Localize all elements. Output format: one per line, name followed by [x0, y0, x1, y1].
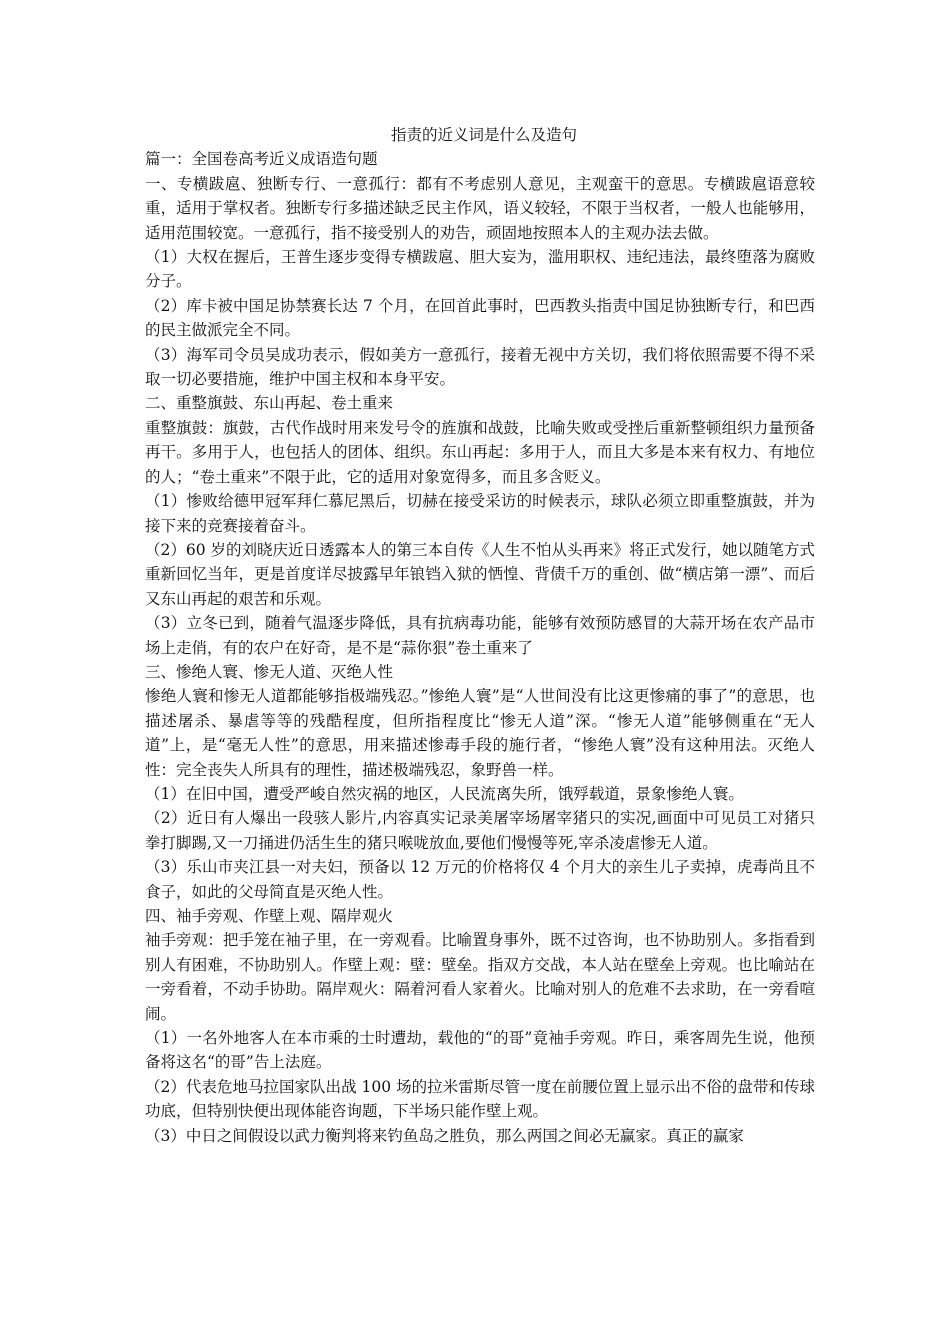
paragraph: 一、专横跋扈、独断专行、一意孤行：都有不考虑别人意见，主观蛮干的意思。专横跋扈语意较重，适用于掌权者。独断专行多描述缺乏民主作风，语义较轻，不限于当权者，一般人也能够用，适用范围较宽。一意孤行，指不接受别人的劝告，顽固地按照本人的主观办法去做。: [145, 174, 815, 242]
section-heading: 四、袖手旁观、作壁上观、隔岸观火: [145, 907, 394, 925]
example-sentence: （2）代表危地马拉国家队出战 100 场的拉米雷斯尽管一度在前腰位置上显示出不俗的盘带和传球功底，但特别快便出现体能咨询题，下半场只能作壁上观。: [145, 1077, 815, 1121]
example-sentence: （1）大权在握后，王普生逐步变得专横跋扈、胆大妄为，滥用职权、违纪违法，最终堕落为腐败分子。: [145, 248, 815, 291]
example-sentence: （1）在旧中国，遭受严峻自然灾祸的地区，人民流离失所，饿殍载道，景象惨绝人寰。: [145, 784, 744, 803]
example-sentence: （3）乐山市夹江县一对夫妇，预备以 12 万元的价格将仅 4 个月大的亲生儿子卖掉，虎毒尚且不食子，如此的父母简直是灭绝人性。: [145, 858, 815, 901]
example-sentence: （2）库卡被中国足协禁赛长达 7 个月，在回首此事时，巴西教头指责中国足协独断专行，和巴西的民主做派完全不同。: [145, 296, 815, 340]
example-sentence: （1）惨败给德甲冠军拜仁慕尼黑后，切赫在接受采访的时候表示，球队必须立即重整旗鼓，并为接下来的竞赛接着奋斗。: [145, 492, 815, 535]
section-heading: 篇一：全国卷高考近义成语造句题: [145, 150, 378, 169]
example-sentence: （3）立冬已到，随着气温逐步降低，具有抗病毒功能，能够有效预防感冒的大蒜开场在农产品市场上走俏，有的农户在好奇，是不是“蒜你狠”卷土重来了: [145, 614, 815, 657]
example-sentence: （1）一名外地客人在本市乘的士时遭劫，载他的“的哥”竟袖手旁观。昨日，乘客周先生说，他预备将这名“的哥”告上法庭。: [145, 1029, 815, 1072]
example-sentence: （2）60 岁的刘晓庆近日透露本人的第三本自传《人生不怕从头再来》将正式发行，她以随笔方式重新回忆当年，更是首度详尽披露早年锒铛入狱的恓惶、背债千万的重创、做“横店第一漂”、而后又东山再起的艰苦和乐观。: [145, 540, 816, 608]
paragraph: 袖手旁观：把手笼在袖子里，在一旁观看。比喻置身事外，既不过咨询，也不协助别人。多指看到别人有困难，不协助别人。作壁上观：壁：壁垒。指双方交战，本人站在壁垒上旁观。也比喻站在一旁看着，不动手协助。隔岸观火：隔着河看人家着火。比喻对别人的危难不去求助，在一旁看喧闹。: [145, 931, 815, 1023]
example-sentence: （3）中日之间假设以武力衡判将来钓鱼岛之胜负，那么两国之间必无赢家。真正的赢家: [145, 1126, 744, 1145]
paragraph: 惨绝人寰和惨无人道都能够指极端残忍。”惨绝人寰”是“人世间没有比这更惨痛的事了”的意思，也描述屠杀、暴虐等等的残酷程度，但所指程度比“惨无人道”深。“惨无人道”能够侧重在“无人道”上，是“毫无人性”的意思，用来描述惨毒手段的施行者，“惨绝人寰”没有这种用法。灭绝人性：完全丧失人所具有的理性，描述极端残忍，象野兽一样。: [145, 687, 815, 779]
document-body: [145, 123, 815, 1148]
example-sentence: （3）海军司令员吴成功表示，假如美方一意孤行，接着无视中方关切，我们将依照需要不得不采取一切必要措施，维护中国主权和本身平安。: [145, 345, 815, 389]
section-heading: 三、惨绝人寰、惨无人道、灭绝人性: [145, 662, 394, 681]
example-sentence: （2）近日有人爆出一段骇人影片,内容真实记录美屠宰场屠宰猪只的实况,画面中可见员工对猪只拳打脚踢,又一刀捅进仍活生生的猪只喉咙放血,要他们慢慢等死,宰杀凌虐惨无人道。: [145, 809, 815, 852]
paragraph: 重整旗鼓：旗鼓，古代作战时用来发号令的旌旗和战鼓，比喻失败或受挫后重新整顿组织力量预备再干。多用于人，也包括人的团体、组织。东山再起：多用于人，而且大多是本来有权力、有地位的人；“卷土重来”不限于此，它的适用对象宽得多，而且多含贬义。: [145, 418, 815, 486]
document-title: 指责的近义词是什么及造句: [390, 126, 577, 144]
section-heading: 二、重整旗鼓、东山再起、卷土重来: [145, 394, 394, 413]
